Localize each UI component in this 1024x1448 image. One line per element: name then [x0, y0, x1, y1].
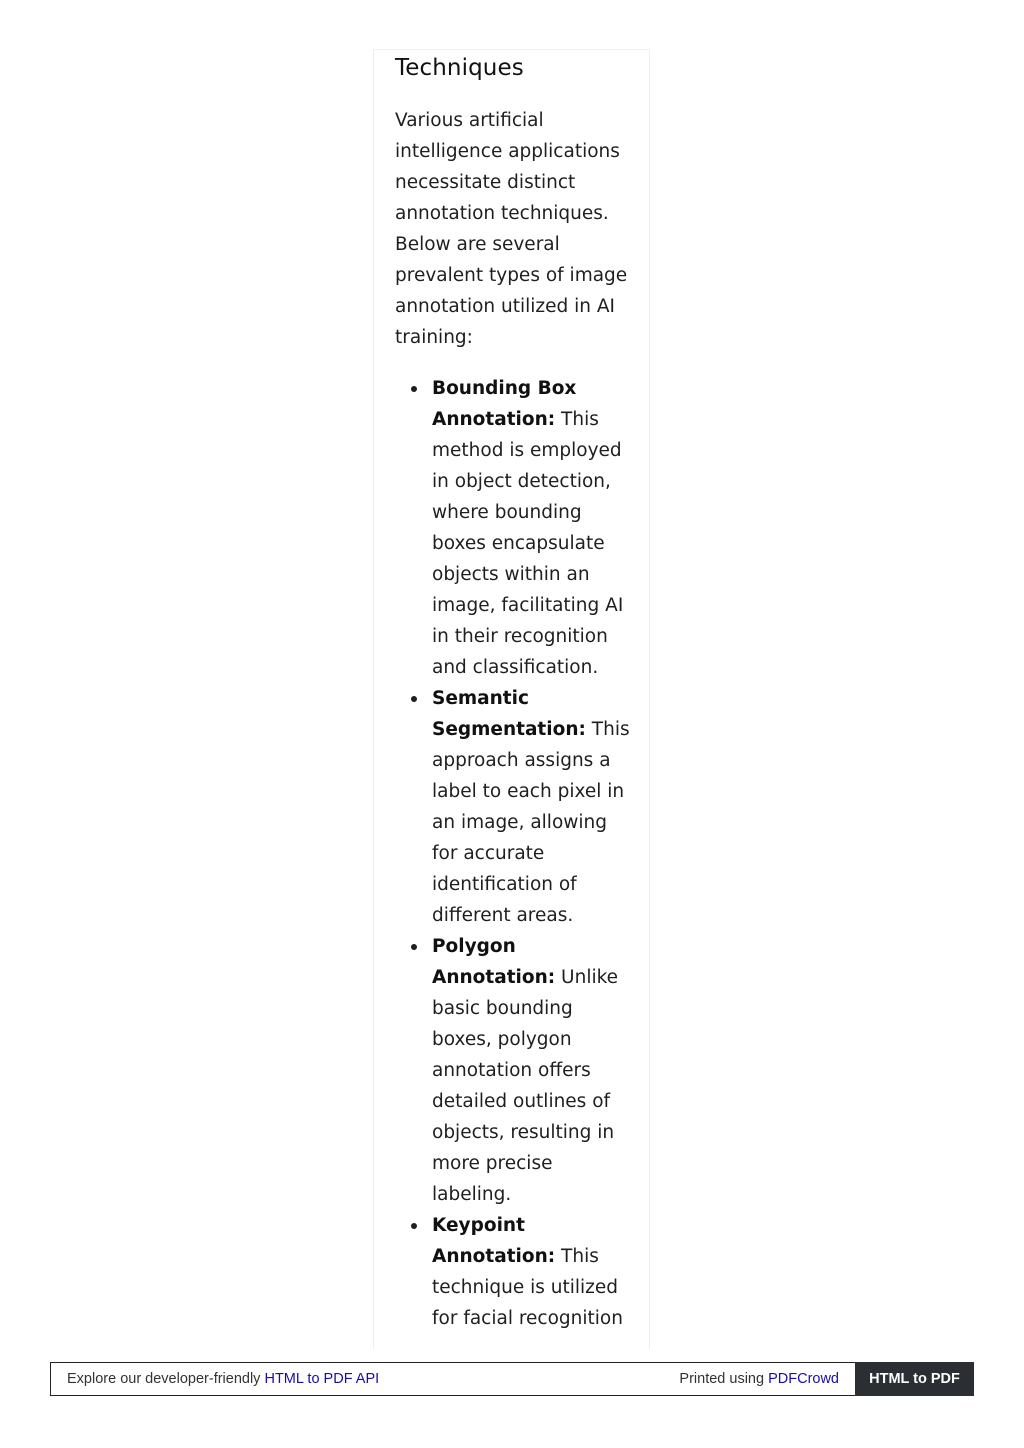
intro-paragraph: Various artificial intelligence applications necessitate distinct annotation techniques. Below are several prevalent types of image annotation utilized in AI training:	[395, 110, 628, 348]
article-column	[373, 49, 650, 1349]
section-heading: Techniques	[395, 55, 524, 81]
list-item-text: Unlike basic bounding boxes, polygon annotation offers detailed outlines of objects, resulting in more precise labeling.	[432, 967, 619, 1205]
pdfcrowd-footer	[50, 1362, 974, 1396]
footer-right-text: Printed using	[679, 1371, 769, 1387]
list-item-bounding-box	[432, 373, 631, 683]
list-item-semantic-segmentation	[432, 683, 631, 931]
html-to-pdf-badge[interactable]: HTML to PDF	[855, 1362, 974, 1396]
list-item-term: Polygon Annotation:	[432, 936, 556, 988]
footer-right	[679, 1363, 839, 1395]
list-item-text: This method is employed in object detection, where bounding boxes encapsulate objects within an image, facilitating AI in their recognition and classification.	[432, 409, 624, 678]
footer-left-text: Explore our developer-friendly	[67, 1371, 265, 1387]
footer-left	[67, 1363, 379, 1395]
list-item-polygon	[432, 931, 631, 1210]
pdfcrowd-link[interactable]: PDFCrowd	[768, 1371, 839, 1387]
list-item-text: This technique is utilized for facial recognition	[432, 1246, 623, 1329]
list-item-term: Keypoint Annotation:	[432, 1215, 556, 1267]
list-item-text: This approach assigns a label to each pixel in an image, allowing for accurate identification of different areas.	[432, 719, 630, 926]
article-content	[395, 50, 631, 1334]
annotation-types-list	[395, 373, 631, 1334]
list-item-term: Semantic Segmentation:	[432, 688, 586, 740]
html-to-pdf-api-link[interactable]: HTML to PDF API	[264, 1371, 380, 1387]
list-item-keypoint	[432, 1210, 631, 1334]
list-item-term: Bounding Box Annotation:	[432, 378, 577, 430]
